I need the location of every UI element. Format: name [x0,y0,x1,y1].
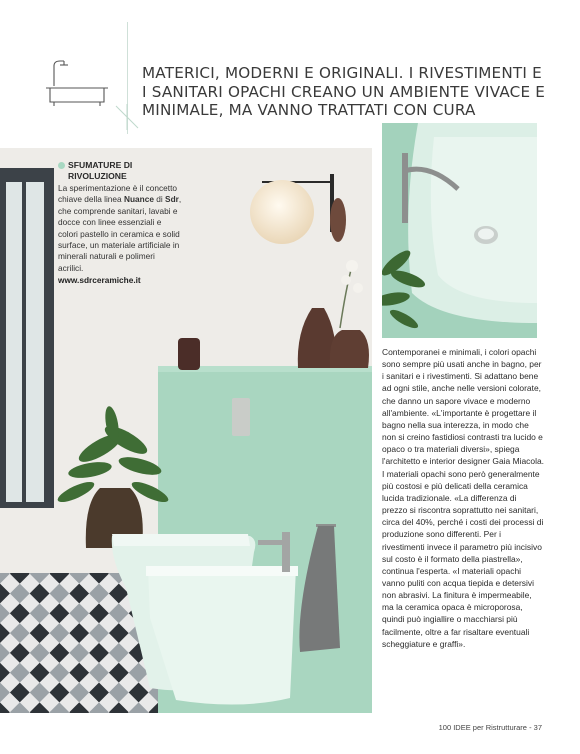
bullet-dot-icon [58,162,65,169]
main-bathroom-photo [0,148,372,713]
sidebar-title: SFUMATURE DI RIVOLUZIONE [58,160,182,182]
bathtub-shower-icon [44,58,114,114]
sidebar-box [58,160,182,286]
sidebar-body: La sperimentazione è il concetto chiave della linea Nuance di Sdr, che comprende sanitari, lavabi e docce con linee essenziali e colori pastello in ceramica e solid surface, un materiale artificiale in minerali naturali e polimeri acrilici. [58,183,182,273]
brand-website-link[interactable]: www.sdrceramiche.it [58,275,141,286]
article-body: Contemporanei e minimali, i colori opachi sono sempre più usati anche in bagno, per i sanitari e i rivestimenti. Si adattano bene ad ogni stile, anche nelle versioni colorate, che danno un sapore vivace e moderno all'ambiente. «L'importante è progettare il bagno nella sua interezza, in modo che non si creino fastidiosi contrasti tra lucido e opaco o tra materiali diversi», spiega l'architetto e interior designer Gaia Miacola. I materiali opachi sono però generalmente più costosi e più delicati della ceramica lucida tradizionale. «La differenza di prezzo si riscontra soprattutto nei sanitari, circa del 40%, perché i costi dei processi di produzione sono differenti. Per i rivestimenti invece il parametro più incisivo sul costo è il formato della piastrella», continua l'esperta. «I materiali opachi vanno puliti con acqua tiepida e detersivi non abrasivi. La finitura è impermeabile, ma la ceramica opaca è microporosa, quindi può ingiallire o macchiarsi più facilmente, oltre a far risaltare eventuali scheggiature e graffi». [382,347,545,649]
sink-detail-photo [382,123,537,338]
cross-mark-icon [114,104,140,130]
page-footer: 100 IDEE per Ristrutturare - 37 [438,723,542,732]
page-headline: MATERICI, MODERNI E ORIGINALI. I RIVESTIMENTI E I SANITARI OPACHI CREANO UN AMBIENTE VIVACE E MINIMALE, MA VANNO TRATTATI CON CURA [142,64,546,119]
